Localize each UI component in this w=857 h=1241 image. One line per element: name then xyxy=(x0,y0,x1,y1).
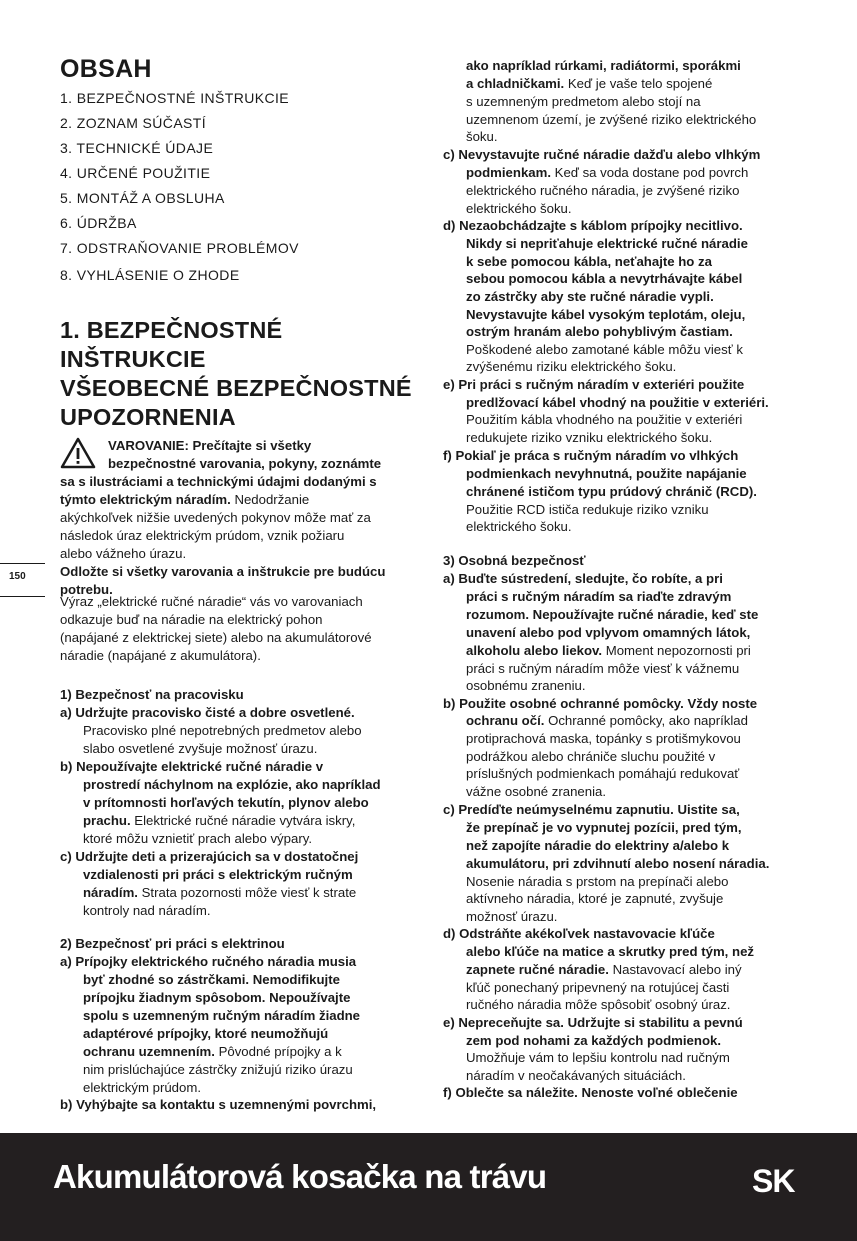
toc-title: OBSAH xyxy=(60,55,152,83)
text-line xyxy=(466,783,606,801)
toc-item: 2. ZOZNAM SÚČASTÍ xyxy=(60,115,207,131)
regular-text: Nedodržanie xyxy=(230,492,310,507)
regular-text: protiprachová maska, topánky s protišmykovou xyxy=(466,731,741,746)
bold-text: zapnete ručné náradie. xyxy=(466,962,609,977)
regular-text: akýchkoľvek nižšie uvedených pokynov môže mať za xyxy=(60,510,371,525)
regular-text: Ochranné pomôcky, ako napríklad xyxy=(544,713,748,728)
text-line xyxy=(466,908,557,926)
bold-text: prostredí náchylnom na explózie, ako napríklad xyxy=(83,777,381,792)
regular-text: slabo osvetlené zvyšuje možnosť úrazu. xyxy=(83,741,318,756)
page-number: 150 xyxy=(9,571,26,582)
bold-text: ochranu uzemnením. xyxy=(83,1044,215,1059)
regular-text: Umožňuje vám to lepšiu kontrolu nad ručným xyxy=(466,1050,730,1065)
bold-text: sa s ilustráciami a technickými údajmi dodanými s xyxy=(60,474,377,489)
text-line xyxy=(108,455,381,473)
text-line xyxy=(466,748,715,766)
regular-text: Strata pozornosti môže viesť k strate xyxy=(137,885,357,900)
text-line xyxy=(83,1043,342,1061)
bold-text: týmto elektrickým náradím. xyxy=(60,492,231,507)
text-line xyxy=(443,552,586,570)
text-line xyxy=(83,1061,353,1079)
text-line xyxy=(466,394,769,412)
text-line xyxy=(60,848,358,866)
bold-text: prípojku žiadnym spôsobom. Nepoužívajte xyxy=(83,990,351,1005)
text-line xyxy=(83,902,211,920)
regular-text: Použitie RCD ističa redukuje riziko vzniku xyxy=(466,502,709,517)
toc-item: 7. ODSTRAŇOVANIE PROBLÉMOV xyxy=(60,240,299,256)
bold-text: potrebu. xyxy=(60,582,113,597)
bold-text: alebo kľúče na matice a skrutky pred tým, než xyxy=(466,944,754,959)
text-line xyxy=(466,677,586,695)
bold-text: práci s ručným náradím sa riaďte zdravým xyxy=(466,589,732,604)
bold-text: b) Vyhýbajte sa kontaktu s uzemnenými povrchmi, xyxy=(60,1097,377,1112)
text-line xyxy=(466,855,769,873)
regular-text: Poškodené alebo zamotané káble môžu viesť k xyxy=(466,342,743,357)
bold-text: c) Nevystavujte ručné náradie dažďu alebo vlhkým xyxy=(443,147,761,162)
bold-text: d) Nezaobchádzajte s káblom prípojky necitlivo. xyxy=(443,218,743,233)
regular-text: vážne osobné zranenia. xyxy=(466,784,607,799)
warning-icon xyxy=(60,437,96,469)
text-line xyxy=(60,686,244,704)
text-line xyxy=(83,776,381,794)
bold-text: chránené ističom typu prúdový chránič (RCD). xyxy=(466,484,757,499)
regular-text: ktoré môžu vznietiť prach alebo výpary. xyxy=(83,831,312,846)
text-line xyxy=(60,647,261,665)
bold-text: a) Udržujte pracovisko čisté a dobre osvetlené. xyxy=(60,705,355,720)
text-line xyxy=(466,358,676,376)
regular-text: uzemnenom území, je zvýšené riziko elektrického xyxy=(466,112,757,127)
regular-text: šoku. xyxy=(466,129,498,144)
bold-text: d) Odstráňte akékoľvek nastavovacie kľúče xyxy=(443,926,715,941)
bold-text: predlžovací kábel vhodný na použitie v exteriéri. xyxy=(466,395,769,410)
toc-item: 4. URČENÉ POUŽITIE xyxy=(60,165,211,181)
text-line xyxy=(466,341,743,359)
text-line xyxy=(466,588,731,606)
text-line xyxy=(60,593,363,611)
text-line xyxy=(83,971,340,989)
text-line xyxy=(466,996,730,1014)
bold-text: akumulátoru, pri zdvihnutí alebo nosení náradia. xyxy=(466,856,770,871)
text-line xyxy=(83,794,369,812)
text-line xyxy=(466,306,745,324)
text-line xyxy=(466,93,701,111)
bold-text: adaptérové prípojky, ktoré neumožňujú xyxy=(83,1026,329,1041)
regular-text: odkazuje buď na náradie na elektrický pohon xyxy=(60,612,323,627)
bold-text: náradím. xyxy=(83,885,138,900)
text-line xyxy=(466,429,712,447)
bold-text: e) Nepreceňujte sa. Udržujte si stabilitu a pevnú xyxy=(443,1015,743,1030)
text-line xyxy=(443,570,723,588)
bold-text: zo zástrčky aby ste ručné náradie vypli. xyxy=(466,289,714,304)
bold-text: Odložte si všetky varovania a inštrukcie pre budúcu xyxy=(60,564,386,579)
text-line xyxy=(60,629,372,647)
bold-text: zem pod nohami za každých podmienok. xyxy=(466,1033,721,1048)
bold-text: vzdialenosti pri práci s elektrickým ručným xyxy=(83,867,353,882)
text-line xyxy=(466,111,756,129)
text-line xyxy=(60,935,285,953)
text-line xyxy=(83,722,362,740)
regular-text: Moment nepozornosti pri xyxy=(602,643,751,658)
page-number-rule xyxy=(0,596,45,597)
text-line xyxy=(443,695,757,713)
regular-text: následok úraz elektrickým prúdom, vznik požiaru xyxy=(60,528,345,543)
bold-text: ako napríklad rúrkami, radiátormi, sporákmi xyxy=(466,58,741,73)
toc-item: 6. ÚDRŽBA xyxy=(60,215,137,231)
regular-text: kontroly nad náradím. xyxy=(83,903,211,918)
bold-text: sebou pomocou kábla a nevytrhávajte kábel xyxy=(466,271,743,286)
text-line xyxy=(466,323,733,341)
bold-text: než zapojíte náradie do elektriny a/alebo k xyxy=(466,838,730,853)
regular-text: elektrickým prúdom. xyxy=(83,1080,201,1095)
bold-text: unavení alebo pod vplyvom omamných látok, xyxy=(466,625,751,640)
section-heading: UPOZORNENIA xyxy=(60,404,236,430)
footer-title: Akumulátorová kosačka na trávu xyxy=(53,1158,547,1195)
text-line xyxy=(466,75,712,93)
bold-text: byť zhodné so zástrčkami. Nemodifikujte xyxy=(83,972,340,987)
regular-text: elektrického šoku. xyxy=(466,201,572,216)
regular-text: aktívneho náradia, ktoré je zapnuté, zvyšuje xyxy=(466,891,724,906)
regular-text: Použitím kábla vhodného na použitie v exteriéri xyxy=(466,412,743,427)
bold-text: a) Buďte sústredení, sledujte, čo robíte, a pri xyxy=(443,571,723,586)
text-line xyxy=(466,943,754,961)
bold-text: c) Predíďte neúmyselnému zapnutiu. Uistite sa, xyxy=(443,802,740,817)
toc-item: 5. MONTÁŽ A OBSLUHA xyxy=(60,190,225,206)
text-line xyxy=(83,1079,201,1097)
bold-text: f) Pokiaľ je práca s ručným náradím vo vlhkých xyxy=(443,448,739,463)
bold-text: bezpečnostné varovania, pokyny, zoznámte xyxy=(108,456,382,471)
toc-item: 8. VYHLÁSENIE O ZHODE xyxy=(60,267,240,283)
regular-text: Keď sa voda dostane pod povrch xyxy=(551,165,749,180)
text-line xyxy=(60,953,356,971)
bold-text: ostrým hranám alebo pohyblivým častiam. xyxy=(466,324,733,339)
bold-text: podmienkam. xyxy=(466,165,552,180)
text-line xyxy=(466,837,729,855)
text-line xyxy=(443,1014,743,1032)
section-heading: 1. BEZPEČNOSTNÉ xyxy=(60,317,283,343)
regular-text: možnosť úrazu. xyxy=(466,909,558,924)
regular-text: Keď je vaše telo spojené xyxy=(564,76,713,91)
regular-text: zvýšenému riziku elektrického šoku. xyxy=(466,359,677,374)
regular-text: náradie (napájané z akumulátora). xyxy=(60,648,261,663)
bold-text: f) Oblečte sa náležite. Nenoste voľné oblečenie xyxy=(443,1085,738,1100)
text-line xyxy=(443,801,740,819)
bold-text: Nevystavujte kábel vysokým teplotám, oleju, xyxy=(466,307,746,322)
regular-text: Pracovisko plné nepotrebných predmetov alebo xyxy=(83,723,362,738)
regular-text: s uzemneným predmetom alebo stojí na xyxy=(466,94,701,109)
bold-text: podmienkach nevyhnutná, použite napájanie xyxy=(466,466,747,481)
regular-text: príslušných podmienkach pomáhajú redukovať xyxy=(466,766,740,781)
page-number-rule xyxy=(0,563,45,564)
text-line xyxy=(466,411,742,429)
text-line xyxy=(466,1032,721,1050)
text-line xyxy=(443,217,743,235)
text-line xyxy=(443,925,715,943)
text-line xyxy=(466,288,714,306)
regular-text: elektrického ručného náradia, je zvýšené riziko xyxy=(466,183,740,198)
text-line xyxy=(60,704,355,722)
bold-text: 3) Osobná bezpečnosť xyxy=(443,553,586,568)
text-line xyxy=(466,253,712,271)
regular-text: práci s ručným náradím môže viesť k vážnemu xyxy=(466,661,740,676)
text-line xyxy=(466,642,751,660)
regular-text: náradím v neočakávaných situáciách. xyxy=(466,1068,686,1083)
text-line xyxy=(466,712,748,730)
text-line xyxy=(443,447,738,465)
toc-item: 1. BEZPEČNOSTNÉ INŠTRUKCIE xyxy=(60,90,289,106)
text-line xyxy=(83,830,312,848)
bold-text: a chladničkami. xyxy=(466,76,565,91)
text-line xyxy=(443,146,760,164)
text-line xyxy=(443,376,744,394)
text-line xyxy=(466,270,742,288)
text-line xyxy=(83,740,317,758)
bold-text: Nikdy si nepriťahuje elektrické ručné náradie xyxy=(466,236,748,251)
regular-text: (napájané z elektrickej siete) alebo na akumulátorové xyxy=(60,630,372,645)
text-line xyxy=(60,527,344,545)
bold-text: 2) Bezpečnosť pri práci s elektrinou xyxy=(60,936,285,951)
text-line xyxy=(466,501,709,519)
regular-text: redukujete riziko vzniku elektrického šoku. xyxy=(466,430,713,445)
text-line xyxy=(466,873,728,891)
text-line xyxy=(108,437,311,455)
text-line xyxy=(466,164,748,182)
text-line xyxy=(466,1067,686,1085)
bold-text: e) Pri práci s ručným náradím v exteriéri použite xyxy=(443,377,745,392)
text-line xyxy=(60,563,385,581)
text-line xyxy=(466,518,572,536)
regular-text: podrážkou alebo chrániče sluchu použité v xyxy=(466,749,716,764)
text-line xyxy=(60,545,186,563)
bold-text: spolu s uzemneným ručným náradím žiadne xyxy=(83,1008,361,1023)
text-line xyxy=(466,819,742,837)
regular-text: elektrického šoku. xyxy=(466,519,572,534)
regular-text: alebo vážneho úrazu. xyxy=(60,546,187,561)
text-line xyxy=(466,200,572,218)
text-line xyxy=(83,884,356,902)
bold-text: v prítomnosti horľavých tekutín, plynov alebo xyxy=(83,795,369,810)
bold-text: že prepínač je vo vypnutej pozícii, pred tým, xyxy=(466,820,742,835)
text-line xyxy=(466,235,748,253)
text-line xyxy=(83,1007,360,1025)
bold-text: 1) Bezpečnosť na pracovisku xyxy=(60,687,244,702)
bold-text: k sebe pomocou kábla, neťahajte ho za xyxy=(466,254,712,269)
regular-text: ručného náradia môže spôsobiť osobný úraz. xyxy=(466,997,731,1012)
regular-text: osobnému zraneniu. xyxy=(466,678,586,693)
bold-text: a) Prípojky elektrického ručného náradia musia xyxy=(60,954,357,969)
bold-text: b) Nepoužívajte elektrické ručné náradie v xyxy=(60,759,324,774)
bold-text: c) Udržujte deti a prizerajúcich sa v dostatočnej xyxy=(60,849,359,864)
text-line xyxy=(466,890,723,908)
text-line xyxy=(83,812,355,830)
text-line xyxy=(83,866,353,884)
text-line xyxy=(466,765,739,783)
text-line xyxy=(83,1025,328,1043)
text-line xyxy=(466,660,739,678)
section-heading: VŠEOBECNÉ BEZPEČNOSTNÉ xyxy=(60,375,412,401)
text-line xyxy=(60,509,371,527)
text-line xyxy=(466,57,741,75)
regular-text: Nastavovací alebo iný xyxy=(608,962,742,977)
language-code: SK xyxy=(752,1163,795,1199)
bold-text: b) Použite osobné ochranné pomôcky. Vždy noste xyxy=(443,696,758,711)
text-line xyxy=(466,465,747,483)
bold-text: prachu. xyxy=(83,813,131,828)
toc-item: 3. TECHNICKÉ ÚDAJE xyxy=(60,140,214,156)
text-line xyxy=(466,730,741,748)
text-line xyxy=(466,1049,730,1067)
regular-text: Pôvodné prípojky a k xyxy=(214,1044,342,1059)
text-line xyxy=(466,483,757,501)
bold-text: alkoholu alebo liekov. xyxy=(466,643,603,658)
text-line xyxy=(466,961,742,979)
bold-text: ochranu očí. xyxy=(466,713,545,728)
text-line xyxy=(60,758,323,776)
regular-text: nim prislúchajúce zástrčky znižujú riziko úrazu xyxy=(83,1062,353,1077)
section-heading: INŠTRUKCIE xyxy=(60,346,206,372)
text-line xyxy=(466,606,758,624)
bold-text: VAROVANIE: Prečítajte si všetky xyxy=(108,438,312,453)
regular-text: Elektrické ručné náradie vytvára iskry, xyxy=(130,813,356,828)
text-line xyxy=(60,473,377,491)
text-line xyxy=(466,182,739,200)
text-line xyxy=(466,128,498,146)
text-line xyxy=(60,1096,376,1114)
bold-text: rozumom. Nepoužívajte ručné náradie, keď ste xyxy=(466,607,759,622)
text-line xyxy=(60,491,309,509)
text-line xyxy=(466,979,729,997)
text-line xyxy=(443,1084,738,1102)
regular-text: kľúč ponechaný pripevnený na rotujúcej časti xyxy=(466,980,730,995)
text-line xyxy=(466,624,750,642)
text-line xyxy=(83,989,350,1007)
regular-text: Nosenie náradia s prstom na prepínači alebo xyxy=(466,874,729,889)
regular-text: Výraz „elektrické ručné náradie“ vás vo varovaniach xyxy=(60,594,363,609)
text-line xyxy=(60,611,323,629)
